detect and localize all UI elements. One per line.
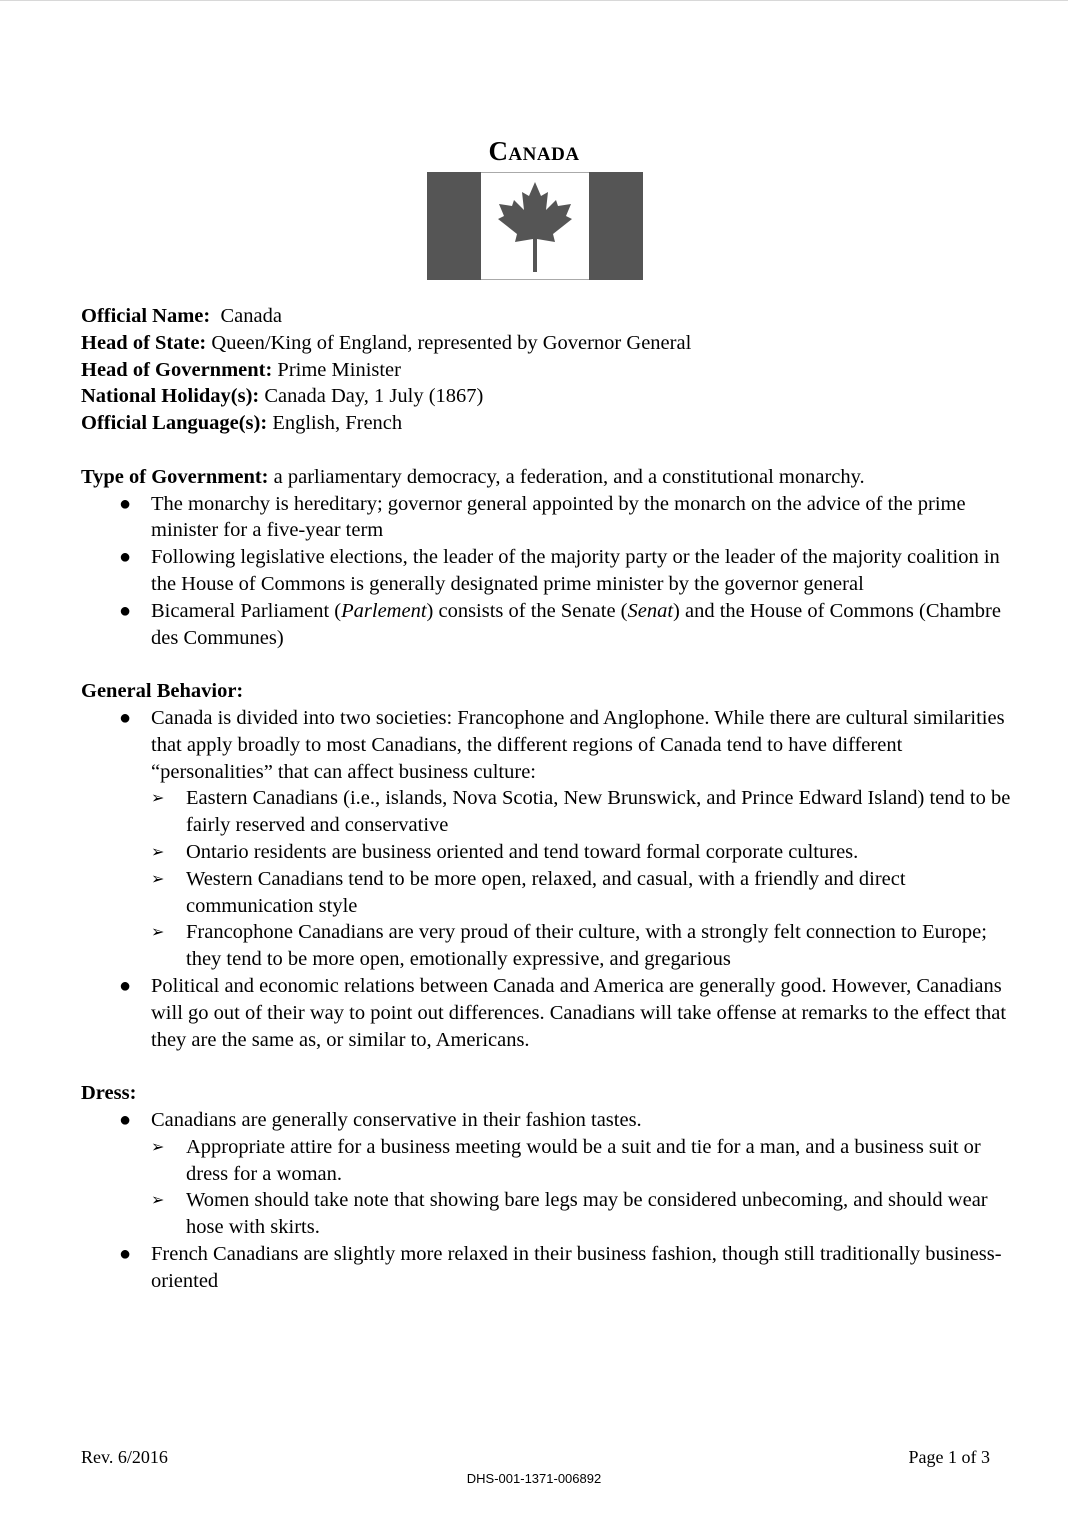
- section-label: Dress:: [81, 1082, 137, 1105]
- dress-heading: [81, 1080, 1011, 1107]
- bullet-icon: ●: [119, 546, 132, 569]
- bullet-icon: ●: [119, 492, 132, 515]
- arrow-bullet-icon: ➢: [151, 868, 165, 888]
- arrow-bullet-icon: ➢: [151, 1190, 165, 1210]
- list-item-text: Canadians are generally conservative in their fashion tastes.: [151, 1108, 642, 1131]
- government-section: [81, 464, 1011, 652]
- government-list: [81, 491, 1011, 652]
- section-label: General Behavior:: [81, 680, 244, 703]
- behavior-list: [81, 705, 1011, 1053]
- arrow-bullet-icon: ➢: [151, 841, 165, 861]
- info-label: Head of Government:: [81, 358, 273, 381]
- info-value: Canada: [210, 305, 282, 327]
- list-item-text: [151, 600, 1001, 649]
- info-value: Queen/King of England, represented by Governor General: [206, 331, 692, 354]
- dress-sublist: [151, 1134, 1011, 1241]
- sub-list-item: [151, 919, 1011, 973]
- list-item: [81, 1107, 1011, 1241]
- flag-right-band: [589, 172, 643, 280]
- info-label: Official Language(s):: [81, 412, 268, 435]
- text-run: Bicameral Parliament (: [151, 599, 342, 622]
- list-item-text: French Canadians are slightly more relaxed in their business fashion, though still traditionally business-oriented: [151, 1242, 1002, 1292]
- info-value: Canada Day, 1 July (1867): [259, 385, 484, 408]
- revision-date: Rev. 6/2016: [81, 1447, 168, 1467]
- list-item-text: Following legislative elections, the leader of the majority party or the leader of the majority coalition in the House of Commons is generally designated prime minister by the governor general: [151, 546, 1000, 595]
- info-official-language: [81, 410, 1011, 437]
- canada-flag-image: [427, 172, 643, 280]
- flag-left-band: [427, 172, 481, 280]
- document-body: [81, 303, 1011, 1294]
- list-item: [81, 973, 1011, 1053]
- page-top-border: [0, 0, 1068, 1]
- bullet-icon: ●: [119, 706, 132, 729]
- sub-item-text: Women should take note that showing bare legs may be considered unbecoming, and should wear hose with skirts.: [186, 1189, 988, 1239]
- sub-list-item: [151, 866, 1011, 920]
- info-national-holiday: [81, 383, 1011, 410]
- sub-list-item: [151, 1134, 1011, 1188]
- arrow-bullet-icon: ➢: [151, 788, 165, 808]
- country-info-block: [81, 303, 1011, 437]
- government-heading: [81, 464, 1011, 491]
- behavior-heading: [81, 678, 1011, 705]
- info-official-name: [81, 303, 1011, 330]
- italic-term: Parlement: [341, 599, 427, 622]
- dress-section: [81, 1080, 1011, 1294]
- sub-list-item: [151, 1187, 1011, 1241]
- info-value: Prime Minister: [272, 358, 401, 381]
- list-item-text: Political and economic relations between Canada and America are generally good. However, Canadians will go out of their way to point out differences. Canadians will take offense at remarks to the effect that they are the same as, or similar to, Americans.: [151, 974, 1007, 1051]
- list-item: [81, 544, 1011, 598]
- page-title: Canada: [488, 136, 580, 166]
- list-item: [81, 598, 1011, 652]
- bullet-icon: ●: [119, 1242, 132, 1265]
- bullet-icon: ●: [119, 599, 132, 622]
- text-run: ) consists of the Senate (: [426, 599, 628, 622]
- document-id: DHS-001-1371-006892: [466, 1471, 602, 1486]
- info-value: English, French: [267, 412, 403, 435]
- list-item: [81, 705, 1011, 973]
- info-head-of-state: [81, 330, 1011, 357]
- sub-list-item: [151, 839, 1011, 866]
- list-item: [81, 1241, 1011, 1295]
- list-item-text: The monarchy is hereditary; governor general appointed by the monarch on the advice of the prime minister for a five-year term: [151, 492, 966, 542]
- dress-list: [81, 1107, 1011, 1295]
- behavior-section: [81, 678, 1011, 1053]
- sub-item-text: Eastern Canadians (i.e., islands, Nova Scotia, New Brunswick, and Prince Edward Island) tend to be fairly reserved and conservative: [186, 787, 1011, 837]
- text-run: ) and the House of Commons (Chambre des Communes): [151, 599, 1001, 649]
- section-value: a parliamentary democracy, a federation, and a constitutional monarchy.: [268, 465, 865, 488]
- list-item: [81, 491, 1011, 545]
- list-item-text: Canada is divided into two societies: Francophone and Anglophone. While there are cultural similarities that apply broadly to most Canadians, the different regions of Canada tend to have different “personalities” that can affect business culture:: [151, 706, 1005, 783]
- bullet-icon: ●: [119, 974, 132, 997]
- sub-item-text: Appropriate attire for a business meeting would be a suit and tie for a man, and a business suit or dress for a woman.: [186, 1135, 981, 1185]
- sub-item-text: Ontario residents are business oriented and tend toward formal corporate cultures.: [186, 840, 859, 863]
- info-label: Official Name:: [81, 305, 211, 327]
- behavior-sublist: [151, 785, 1011, 973]
- info-head-of-government: [81, 357, 1011, 384]
- info-label: National Holiday(s):: [81, 385, 260, 408]
- page-number: Page 1 of 3: [908, 1447, 990, 1467]
- sub-item-text: Francophone Canadians are very proud of their culture, with a strongly felt connection to Europe; they tend to be more open, emotionally expressive, and gregarious: [186, 921, 987, 971]
- section-label: Type of Government:: [81, 465, 269, 488]
- arrow-bullet-icon: ➢: [151, 1136, 165, 1156]
- sub-item-text: Western Canadians tend to be more open, relaxed, and casual, with a friendly and direct communication style: [186, 867, 906, 917]
- info-label: Head of State:: [81, 331, 207, 354]
- sub-list-item: [151, 785, 1011, 839]
- bullet-icon: ●: [119, 1108, 132, 1131]
- italic-term: Senat: [627, 599, 674, 622]
- arrow-bullet-icon: ➢: [151, 922, 165, 942]
